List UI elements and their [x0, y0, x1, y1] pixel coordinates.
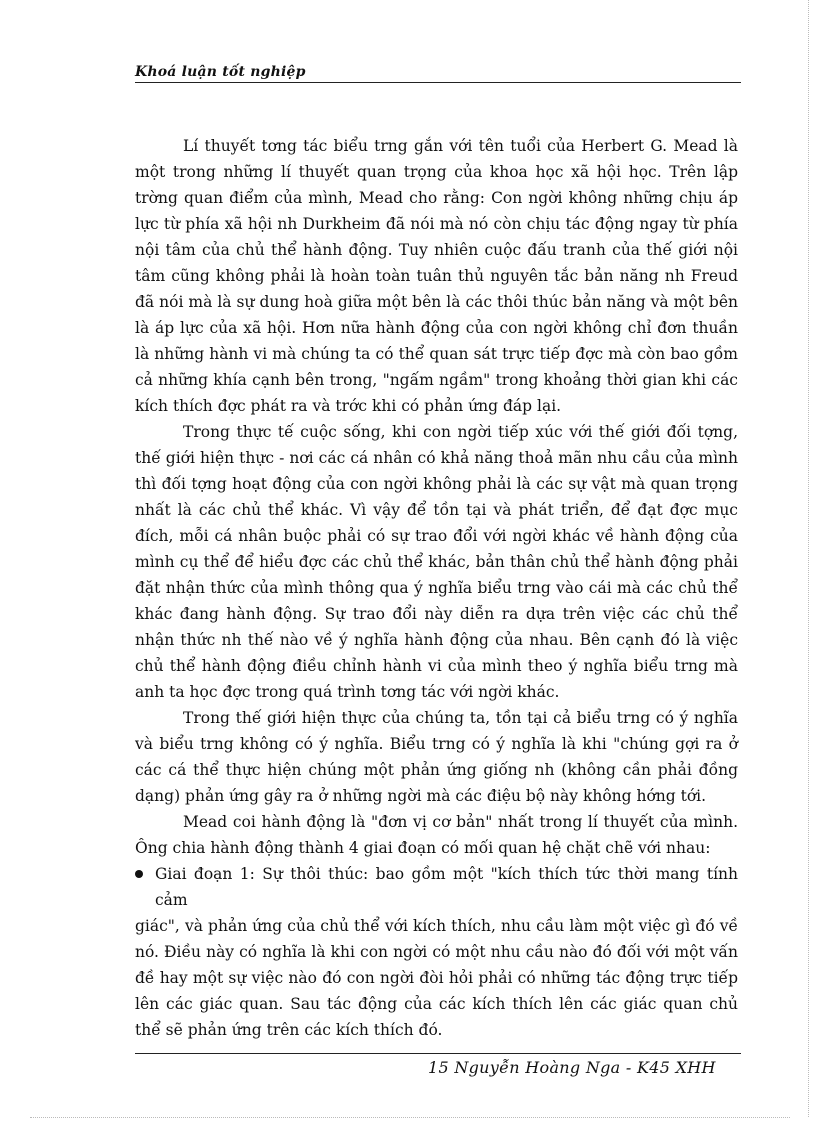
paragraph: Trong thực tế cuộc sống, khi con ngời tiếp xúc với thế giới đối tợng, thế giới hiện thực - nơi các cá nhân có khả năng thoả mãn nhu cầu của mình thì đối tợng hoạt động của con ngời không phải là các sự vật mà quan trọng nhất là các chủ thể khác. Vì vậy để tồn tại và phát triển, để đạt đợc mục đích, mỗi cá nhân buộc phải có sự trao đổi với ngời khác về hành động của mình cụ thể để hiểu đợc các chủ thể khác, bản thân chủ thể hành động phải đặt nhận thức của mình thông qua ý nghĩa biểu trng vào cái mà các chủ thể khác đang hành động. Sự trao đổi này diễn ra dựa trên việc các chủ thể nhận thức nh thế nào về ý nghĩa hành động của nhau. Bên cạnh đó là việc chủ thể hành động điều chỉnh hành vi của mình theo ý nghĩa biểu trng mà anh ta học đợc trong quá trình tơng tác với ngời khác. — [135, 423, 738, 701]
bullet-dot-icon — [135, 870, 143, 878]
page-header — [135, 64, 741, 83]
bullet-continuation: giác", và phản ứng của chủ thể với kích thích, nhu cầu làm một việc gì đó về nó. Điều này có nghĩa là khi con ngời có một nhu cầu nào đó đối với một vấn đề hay một sự việc nào đó con ngời đòi hỏi phải có những tác động trực tiếp lên các giác quan. Sau tác động của các kích thích lên các giác quan chủ thể sẽ phản ứng trên các kích thích đó. — [135, 917, 738, 1039]
page-edge-right — [808, 0, 809, 1117]
bullet-first-line: Giai đoạn 1: Sự thôi thúc: bao gồm một "kích thích tức thời mang tính cảm — [155, 865, 738, 909]
paragraph: Lí thuyết tơng tác biểu trng gắn với tên tuổi của Herbert G. Mead là một trong những lí thuyết quan trọng của khoa học xã hội học. Trên lập trờng quan điểm của mình, Mead cho rằng: Con ngời không những chịu áp lực từ phía xã hội nh Durkheim đã nói mà nó còn chịu tác động ngay từ phía nội tâm của chủ thể hành động. Tuy nhiên cuộc đấu tranh của thế giới nội tâm cũng không phải là hoàn toàn tuân thủ nguyên tắc bản năng nh Freud đã nói mà là sự dung hoà giữa một bên là các thôi thúc bản năng và một bên là áp lực của xã hội. Hơn nữa hành động của con ngời không chỉ đơn thuần là những hành vi mà chúng ta có thể quan sát trực tiếp đợc mà còn bao gồm cả những khía cạnh bên trong, "ngấm ngầm" trong khoảng thời gian khi các kích thích đợc phát ra và trớc khi có phản ứng đáp lại. — [135, 137, 738, 415]
bullet-item — [135, 861, 738, 1043]
paragraph: Trong thế giới hiện thực của chúng ta, tồn tại cả biểu trng có ý nghĩa và biểu trng không có ý nghĩa. Biểu trng có ý nghĩa là khi "chúng gợi ra ở các cá thể thực hiện chúng một phản ứng giống nh (không cần phải đồng dạng) phản ứng gây ra ở những ngời mà các điệu bộ này không hớng tới. — [135, 709, 738, 805]
header-title: Khoá luận tốt nghiệp — [135, 64, 306, 80]
page-edge-bottom — [30, 1117, 790, 1118]
paragraph: Mead coi hành động là "đơn vị cơ bản" nhất trong lí thuyết của mình. Ông chia hành động thành 4 giai đoạn có mối quan hệ chặt chẽ với nhau: — [135, 813, 738, 857]
document-body — [135, 133, 738, 1043]
footer-rule — [135, 1053, 741, 1054]
page-footer: 15 Nguyễn Hoàng Nga - K45 XHH — [428, 1058, 716, 1077]
